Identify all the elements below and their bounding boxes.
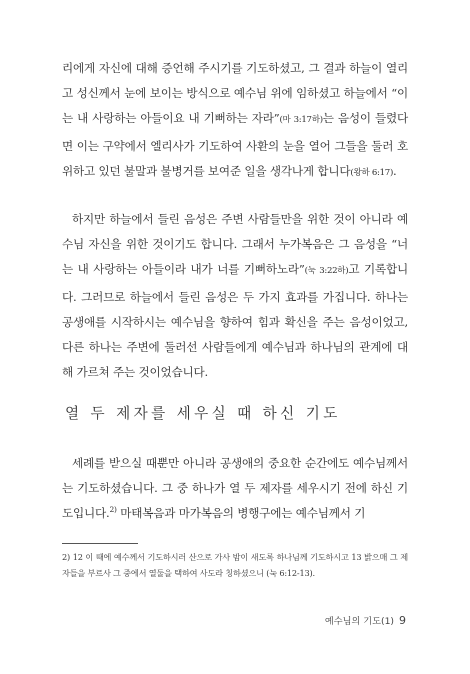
paragraph-1-text-b: 는 음성이 들렸다면 이는 구약에서 엘리사가 기도하여 사환의 눈을 열어 그들을 둘러 호위하고 있던 불말과 불병거를 보여준 일을 생각나게 합니다 xyxy=(62,111,408,178)
paragraph-3-text-b: 마태복음과 마가복음의 병행구에는 예수님께서 기 xyxy=(116,506,366,521)
page-number: 9 xyxy=(399,614,406,627)
scripture-reference: (마 3:17하) xyxy=(279,115,323,126)
paragraph-1-text-c: . xyxy=(393,163,397,178)
scripture-reference: (왕하 6:17) xyxy=(350,167,394,178)
footnote-divider xyxy=(62,543,138,544)
footer-title: 예수님의 기도(1) xyxy=(324,616,394,627)
paragraph-2-text-a: 하지만 하늘에서 들린 음성은 주변 사람들만을 위한 것이 아니라 예수님 자신을 위한 것이기도 합니다. 그래서 누가복음은 그 음성을 “너는 내 사랑하는 아들이라 내가 너를 기뻐하노라” xyxy=(62,212,408,277)
paragraph-3-text-a: 세례를 받으실 때뿐만 아니라 공생애의 중요한 순간에도 예수님께서는 기도하셨습니다. 그 중 하나가 열 두 제자를 세우시기 전에 하신 기도입니다. xyxy=(62,456,408,521)
body-paragraph-1 xyxy=(62,56,408,186)
scripture-reference: (눅 3:22하) xyxy=(304,266,349,277)
paragraph-1-text-a: 리에게 자신에 대해 증언해 주시기를 기도하셨고, 그 결과 하늘이 열리고 성신께서 눈에 보이는 방식으로 예수님 위에 임하셨고 하늘에서 “이는 내 사랑하는 아들이요 내 기뻐하는 자라” xyxy=(62,61,408,126)
paragraph-2-text-b: 고 기록합니다. 그러므로 하늘에서 들린 음성은 두 가지 효과를 가집니다. 하나는 공생애를 시작하시는 예수님을 향하여 힘과 확신을 주는 음성이었고, 다른 하나는 주변에 둘러선 사람들에게 예수님과 하나님의 관계에 대해 가르쳐 주는 것이었습니다. xyxy=(62,262,408,380)
footnote-marker[interactable]: 2) xyxy=(109,505,117,515)
body-paragraph-2 xyxy=(62,207,408,385)
footnote: 2) 12 이 때에 예수께서 기도하시러 산으로 가사 밤이 새도록 하나님께 기도하시고 13 밝으매 그 제자들을 부르사 그 중에서 열둘을 택하여 사도라 칭하셨으니 (눅 6:12-13). xyxy=(62,552,408,579)
body-paragraph-3 xyxy=(62,451,408,527)
running-footer xyxy=(325,613,406,627)
section-heading: 열 두 제자를 세우실 때 하신 기도 xyxy=(65,405,341,422)
